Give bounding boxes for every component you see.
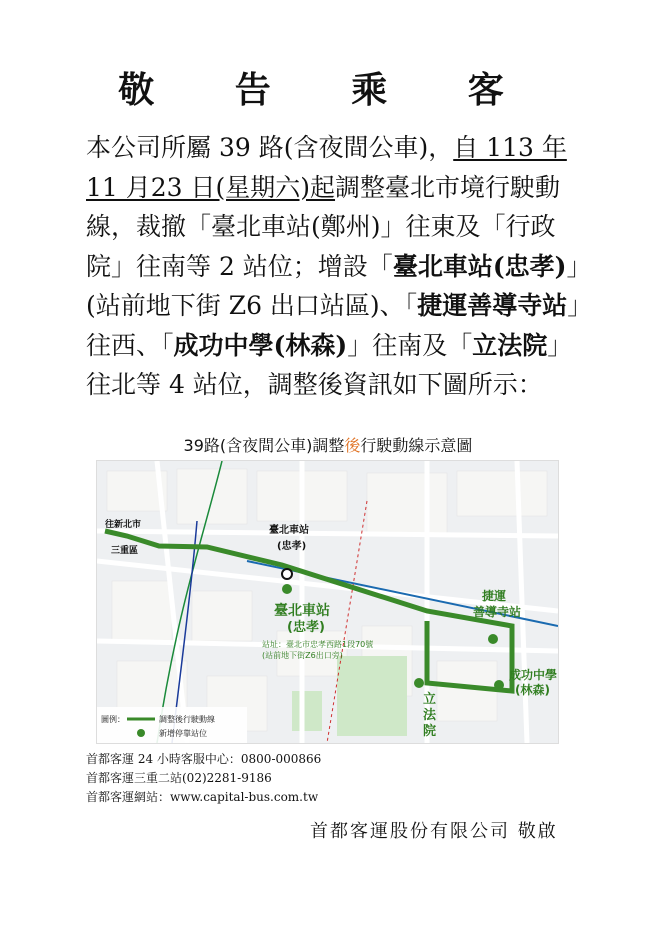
park-area [337,656,407,736]
contact-website: 首都客運網站：www.capital-bus.com.tw [86,790,319,804]
legend-stop: 新增停靠站位 [159,729,207,738]
label-lifa-2: 法 [423,708,437,723]
notice-body [86,128,586,405]
signature: 首都客運股份有限公司 敬啟 [310,821,558,842]
stop-marker [494,680,504,690]
new-stop-taipei-station: 臺北車站(忠孝) [392,251,567,281]
caption-highlight: 後 [344,436,361,455]
stop-marker [414,678,424,688]
notice-title: 敬 告 乘 客 [118,69,538,111]
label-sanchong: 三重區 [111,546,139,556]
stop-note-2: (站前地下街Z6出口旁) [262,651,343,660]
park-area [292,691,322,731]
notice-text: 本公司所屬 39 路(含夜間公車)， [86,133,454,162]
new-stop-chenggong: 成功中學(林森) [173,330,348,360]
notice-text: 」往北等 4 站位，調整後資訊如下圖所示： [86,330,573,399]
new-stop-shandao-temple: 捷運善導寺站 [417,291,568,320]
legend-stop-swatch [137,729,145,737]
label-linsen: (林森) [515,683,550,697]
map-legend [97,707,247,743]
notice-text: 」往南及「 [347,330,473,360]
effective-date: 自 113 年11 月23 日(星期六)起 [86,133,567,202]
stop-note-1: 站址：臺北市忠孝西路1段70號 [262,640,374,649]
label-chenggong: 成功中學 [509,668,558,682]
caption-part: 39路(含夜間公車)調整 [183,436,345,455]
label-to-newtaipei: 往新北市 [105,520,142,530]
map-caption [0,433,656,456]
stop-marker [282,584,292,594]
contact-station: 首都客運三重二站(02)2281-9186 [86,771,272,785]
label-taipei-station-small: 臺北車站 [269,525,309,536]
label-mrt: 捷運 [482,589,507,603]
route-map-svg [97,461,558,743]
stop-marker [282,569,292,579]
label-taipei-station: 臺北車站 [274,603,330,619]
label-shandao: 善導寺站 [473,605,522,619]
stop-marker [488,634,498,644]
contact-info [86,750,321,807]
notice-text: 」(站前地下街 Z6 出口站區)、「 [86,251,579,320]
label-zhongxiao: (忠孝) [287,620,325,635]
label-lifa-3: 院 [423,724,437,739]
contact-hotline: 首都客運 24 小時客服中心：0800-000866 [86,752,322,766]
new-stop-legislative-yuan: 立法院 [472,330,548,360]
label-zhongxiao-small: (忠孝) [277,541,307,552]
caption-part: 行駛動線示意圖 [360,436,473,455]
legend-route: 調整後行駛動線 [159,715,215,724]
route-map [96,460,559,744]
label-lifa-1: 立 [423,692,437,707]
notice-text: 」往西、「 [86,291,580,360]
legend-title: 圖例： [101,715,125,724]
notice-text: 調整臺北市境行駛動線，裁撤「臺北車站(鄭州)」往東及「行政院」往南等 2 站位；增設「 [86,172,561,281]
